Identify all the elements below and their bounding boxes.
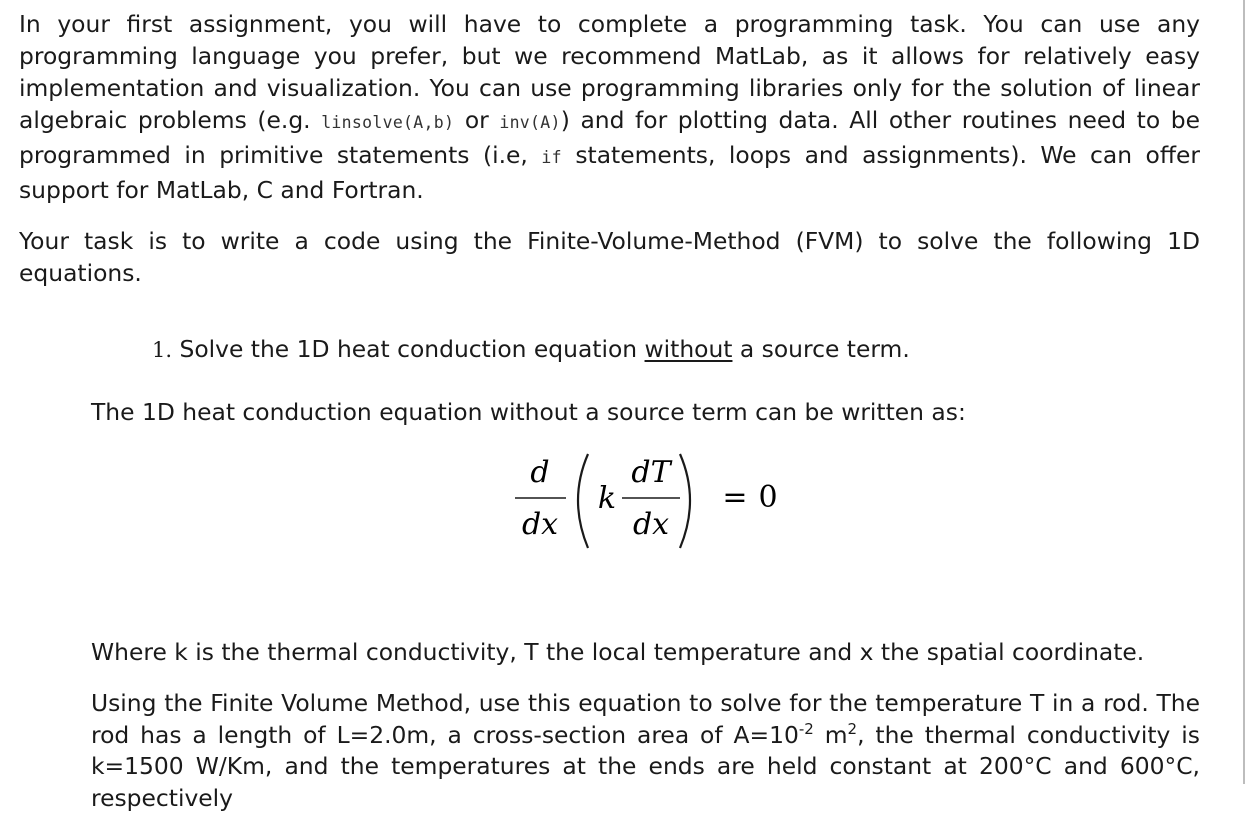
heat-equation — [510, 448, 800, 558]
list-item-number: 1. — [152, 338, 173, 362]
list-item — [152, 333, 1200, 366]
inner-numerator: dT — [631, 455, 671, 490]
equation-intro-paragraph: The 1D heat conduction equation without a source term can be written as: — [91, 398, 966, 426]
exponent-neg2: -2 — [798, 719, 814, 738]
exponent-2: 2 — [847, 719, 858, 738]
equals-sign: = — [722, 480, 748, 515]
rhs-zero: 0 — [758, 480, 778, 515]
outer-denominator: dx — [521, 507, 559, 542]
inner-denominator: dx — [632, 507, 670, 542]
problem-text-3: , the thermal conductivity is k=1500 W/Km, and the temperatures at the ends are held constant at 200°C and 600°C, respectively — [91, 720, 1200, 812]
variables-paragraph: Where k is the thermal conductivity, T the local temperature and x the spatial coordinate. — [91, 638, 1145, 666]
problem-text-1: Using the Finite Volume Method, use this equation to solve for the temperature T in a rod. The rod has a length of L=2.0m, a cross-section area of A=10 — [91, 689, 1200, 749]
code-if: if — [541, 148, 562, 167]
task-paragraph: Your task is to write a code using the Finite-Volume-Method (FVM) to solve the following 1D equations. — [19, 227, 1200, 287]
problem-paragraph — [91, 688, 1200, 814]
list-item-text-2: a source term. — [732, 335, 910, 363]
underlined-without: without — [644, 335, 733, 363]
left-paren — [578, 454, 588, 548]
code-linsolve: linsolve(A,b) — [321, 113, 455, 132]
intro-text-3: ) and for plotting data. All other routines need to be programmed in primitive statements (i.e, — [19, 106, 1200, 169]
code-inv: inv(A) — [499, 113, 561, 132]
right-paren — [680, 454, 690, 548]
list-item-text-1: Solve the 1D heat conduction equation — [179, 335, 645, 363]
intro-text-4: statements, loops and assignments). We can offer support for MatLab, C and Fortran. — [19, 141, 1200, 204]
intro-text-2: or — [454, 106, 500, 134]
intro-text-1: In your first assignment, you will have to complete a programming task. You can use any programming language you prefer, but we recommend MatLab, as it allows for relatively easy implementation and visualization. You can use programming libraries only for the solution of linear algebraic problems (e.g. — [19, 10, 1200, 134]
intro-paragraph — [19, 8, 1200, 206]
outer-numerator: d — [530, 455, 550, 490]
coefficient-k: k — [597, 481, 617, 516]
page-border-rule — [1243, 0, 1245, 784]
problem-text-2: m — [813, 720, 848, 749]
document-body — [19, 8, 1200, 814]
heat-equation-svg — [510, 448, 800, 558]
task-list — [152, 333, 1200, 366]
